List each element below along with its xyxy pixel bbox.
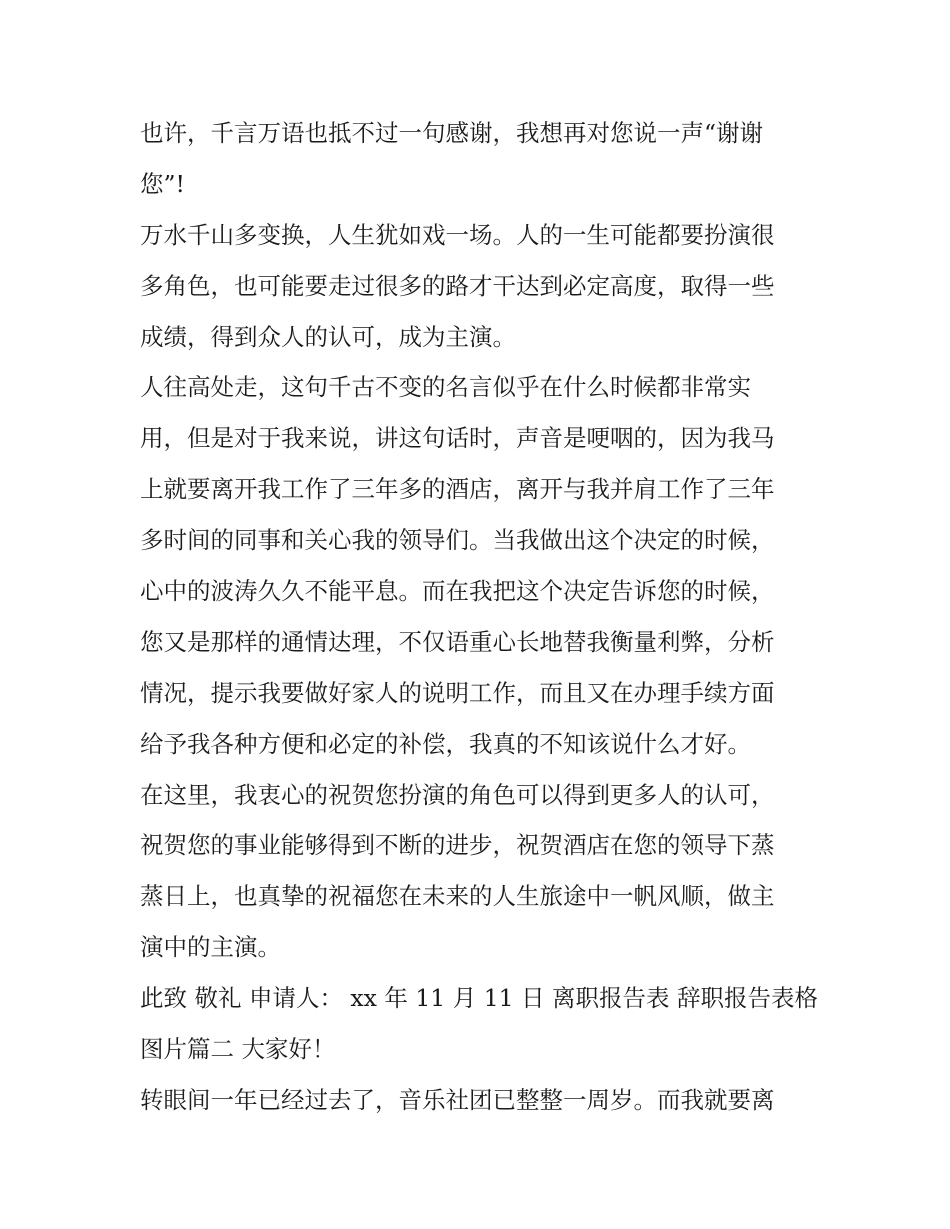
text-line: 在这里，我衷心的祝贺您扮演的角色可以得到更多人的认可，	[140, 780, 775, 809]
text-line: 转眼间一年已经过去了，音乐社团已整整一周岁。而我就要离	[140, 1085, 775, 1114]
text-line: 演中的主演。	[140, 933, 281, 962]
paragraph-leaving-hotel	[140, 362, 820, 769]
text-line: 多角色，也可能要走过很多的路才干达到必定高度，取得一些	[140, 271, 775, 300]
text-line: 用，但是对于我来说，讲这句话时，声音是哽咽的，因为我马	[140, 424, 775, 453]
text-line: 蒸日上，也真挚的祝福您在未来的人生旅途中一帆风顺，做主	[140, 882, 775, 911]
text-line: 万水千山多变换，人生犹如戏一场。人的一生可能都要扮演很	[140, 220, 775, 249]
paragraph-blessings	[140, 770, 820, 974]
text-line: 此致 敬礼 申请人： xx 年 11 月 11 日 离职报告表 辞职报告表格	[140, 984, 819, 1013]
text-line: 您”!	[140, 169, 185, 198]
text-line: 人往高处走，这句千古不变的名言似乎在什么时候都非常实	[140, 373, 751, 402]
text-line: 情况，提示我要做好家人的说明工作，而且又在办理手续方面	[140, 678, 775, 707]
text-line: 心中的波涛久久不能平息。而在我把这个决定告诉您的时候，	[140, 577, 775, 606]
text-line: 图片篇二 大家好！	[140, 1035, 336, 1064]
paragraph-closing	[140, 973, 820, 1075]
text-line: 成绩，得到众人的认可，成为主演。	[140, 322, 516, 351]
text-line: 祝贺您的事业能够得到不断的进步，祝贺酒店在您的领导下蒸	[140, 831, 775, 860]
text-line: 也许，千言万语也抵不过一句感谢，我想再对您说一声“谢谢	[140, 119, 764, 147]
paragraph-music-club	[140, 1075, 820, 1126]
paragraph-thanks	[140, 108, 820, 210]
text-line: 多时间的同事和关心我的领导们。当我做出这个决定的时候，	[140, 526, 775, 555]
text-line: 上就要离开我工作了三年多的酒店，离开与我并肩工作了三年	[140, 475, 775, 504]
document-body	[140, 108, 820, 1126]
paragraph-life-roles	[140, 210, 820, 363]
text-line: 您又是那样的通情达理，不仅语重心长地替我衡量利弊，分析	[140, 627, 775, 656]
text-line: 给予我各种方便和必定的补偿，我真的不知该说什么才好。	[140, 729, 751, 758]
